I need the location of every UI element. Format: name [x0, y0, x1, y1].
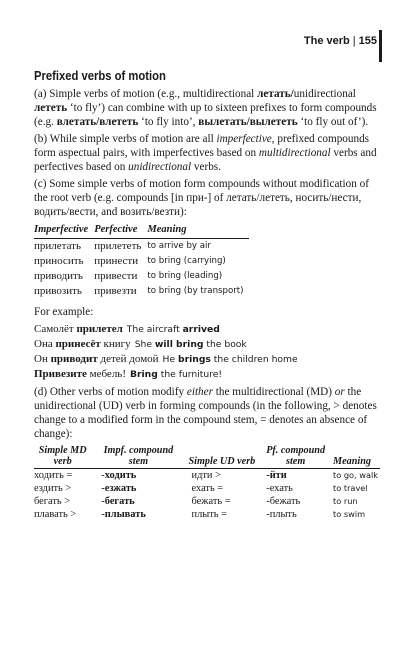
example-text: Самолёт [34, 323, 77, 335]
for-example-label: For example: [34, 306, 94, 318]
table-cell: приносить [34, 255, 84, 267]
column-header: Meaning [147, 223, 249, 239]
example-sentence [34, 367, 380, 382]
column-header: Simple MD verb [34, 445, 93, 469]
example-translation [127, 324, 220, 335]
table-cell [260, 469, 333, 483]
compound-stem: -езжать [101, 483, 137, 494]
example-verb: Привезите [34, 368, 87, 380]
table-cell: -бежать [266, 496, 301, 507]
table-row [34, 269, 249, 284]
table-row [34, 495, 380, 508]
para-d-italic-2: or [334, 386, 345, 398]
table-cell: привести [94, 270, 138, 282]
translation-verb: brings [178, 354, 211, 365]
compound-stem: -йти [266, 470, 287, 481]
translation-text: He [162, 354, 179, 365]
table-cell: привозить [34, 285, 82, 297]
para-b-italic-3: unidirectional [128, 161, 192, 173]
table-cell [93, 508, 185, 521]
example-verb: принесёт [55, 338, 101, 350]
para-d-text-2: the multidirectional (MD) [212, 386, 335, 398]
translation-verb: arrived [182, 324, 220, 335]
table-row [34, 254, 249, 269]
table-cell: ехать = [191, 483, 224, 494]
column-header: Simple UD verb [186, 445, 261, 469]
table-cell: плыть = [191, 509, 227, 520]
example-sentence [34, 352, 380, 367]
running-head-section: The verb [303, 35, 350, 47]
para-a-bold-3: влетать/влететь [56, 116, 139, 128]
example-text: мебель! [86, 368, 126, 380]
translation-verb: will bring [154, 339, 204, 350]
table-cell: ездить > [34, 483, 72, 494]
column-header: Impf. compound stem [93, 445, 185, 469]
para-a-text-4: ‘to fly into’, [138, 116, 199, 128]
para-a-bold-1: летать/ [257, 88, 294, 100]
para-a-text-3: ‘to fly’) can combine with up to sixteen prefixes to form compounds (e.g. [34, 102, 377, 128]
page-number: 155 [358, 35, 377, 47]
table-cell: to bring (leading) [147, 271, 223, 281]
translation-text: She [134, 339, 155, 350]
example-text: книгу [100, 338, 131, 350]
table-cell: to travel [333, 483, 368, 493]
para-b-text-1: (b) While simple verbs of motion are all [34, 133, 217, 145]
example-text: детей домой [97, 353, 159, 365]
translation-text: the furniture! [157, 369, 223, 380]
table-row [34, 239, 249, 255]
para-a-text-2: unidirectional [293, 88, 356, 100]
table-cell: прилететь [94, 240, 142, 252]
table-cell: to run [333, 496, 358, 506]
example-text: Он [34, 353, 51, 365]
para-d-italic-1: either [186, 386, 213, 398]
example-verb: приводит [50, 353, 98, 365]
compound-stem: -плывать [101, 509, 146, 520]
para-b-text-2: , prefixed compounds form aspectual pairs, with imperfectives based on [34, 133, 370, 159]
example-translation [135, 339, 247, 350]
table-cell: приводить [34, 270, 83, 282]
running-head-separator: | [352, 35, 356, 47]
translation-text: the book [203, 339, 247, 350]
example-verb: прилетел [76, 323, 123, 335]
table-row [34, 508, 380, 521]
table-cell [93, 482, 185, 495]
table-row [34, 284, 249, 299]
table-cell: ходить = [34, 470, 73, 481]
table-cell: идти > [191, 470, 221, 481]
translation-text: The aircraft [126, 324, 183, 335]
column-header: Meaning [333, 445, 380, 469]
para-d-text-1: (d) Other verbs of motion modify [34, 386, 187, 398]
paragraph-d [34, 385, 380, 441]
table-cell: привезти [94, 285, 137, 297]
translation-verb: Bring [130, 369, 158, 380]
compound-stem: -бегать [101, 496, 135, 507]
column-header: Imperfective [34, 223, 94, 239]
table-cell: прилетать [34, 240, 82, 252]
para-a-text-1: (a) Simple verbs of motion (e.g., multidirectional [34, 88, 258, 100]
running-head [304, 30, 377, 52]
paragraph-c: (c) Some simple verbs of motion form compounds without modification of the root verb (e.g. compounds [in при-] of летать/лететь, носить/нести, водить/вести, and возить/везти): [34, 178, 369, 218]
column-header: Perfective [94, 223, 147, 239]
example-sentence [34, 337, 380, 352]
table-cell: плавать > [34, 509, 77, 520]
modified-table-header [34, 445, 380, 469]
para-b-italic-2: multidirectional [258, 147, 331, 159]
compounds-table-header [34, 223, 249, 239]
example-text: Она [34, 338, 56, 350]
paragraph-a [34, 87, 380, 129]
header-rule [379, 30, 382, 62]
table-cell: to swim [333, 509, 366, 519]
para-b-italic-1: imperfective [216, 133, 272, 145]
para-a-bold-4: вылетать/вылететь [198, 116, 298, 128]
table-row [34, 482, 380, 495]
section-title: Prefixed verbs of motion [34, 69, 166, 83]
table-cell [93, 495, 185, 508]
para-b-text-4: verbs. [191, 161, 221, 173]
compound-stem: -ходить [101, 470, 137, 481]
table-cell: бежать = [191, 496, 231, 507]
example-list [34, 322, 380, 382]
paragraph-b [34, 132, 380, 174]
table-cell: to bring (by transport) [147, 286, 244, 296]
para-a-bold-2: лететь [34, 102, 68, 114]
table-cell [93, 469, 185, 483]
table-cell: -ехать [266, 483, 293, 494]
para-a-text-5: ‘to fly out of’). [297, 116, 369, 128]
para-d-text-3: the unidirectional (UD) verb in forming compounds (in the following, > denotes change to a modified form in the compound stem, = denotes an absence of change): [34, 386, 377, 440]
modified-compounds-table [34, 445, 380, 521]
example-sentence [34, 322, 380, 337]
para-b-text-3: verbs and perfectives based on [34, 147, 377, 173]
table-cell: -плыть [266, 509, 297, 520]
table-cell: бегать > [34, 496, 71, 507]
translation-text: the children home [210, 354, 298, 365]
example-translation [130, 369, 222, 380]
page-content [34, 68, 380, 521]
column-header: Pf. compound stem [260, 445, 333, 469]
table-cell: принести [94, 255, 139, 267]
table-row [34, 469, 380, 483]
example-translation [163, 354, 298, 365]
compounds-table [34, 223, 249, 299]
table-cell: to arrive by air [147, 241, 211, 251]
table-cell: to bring (carrying) [147, 256, 226, 266]
table-cell: to go, walk [333, 470, 378, 480]
